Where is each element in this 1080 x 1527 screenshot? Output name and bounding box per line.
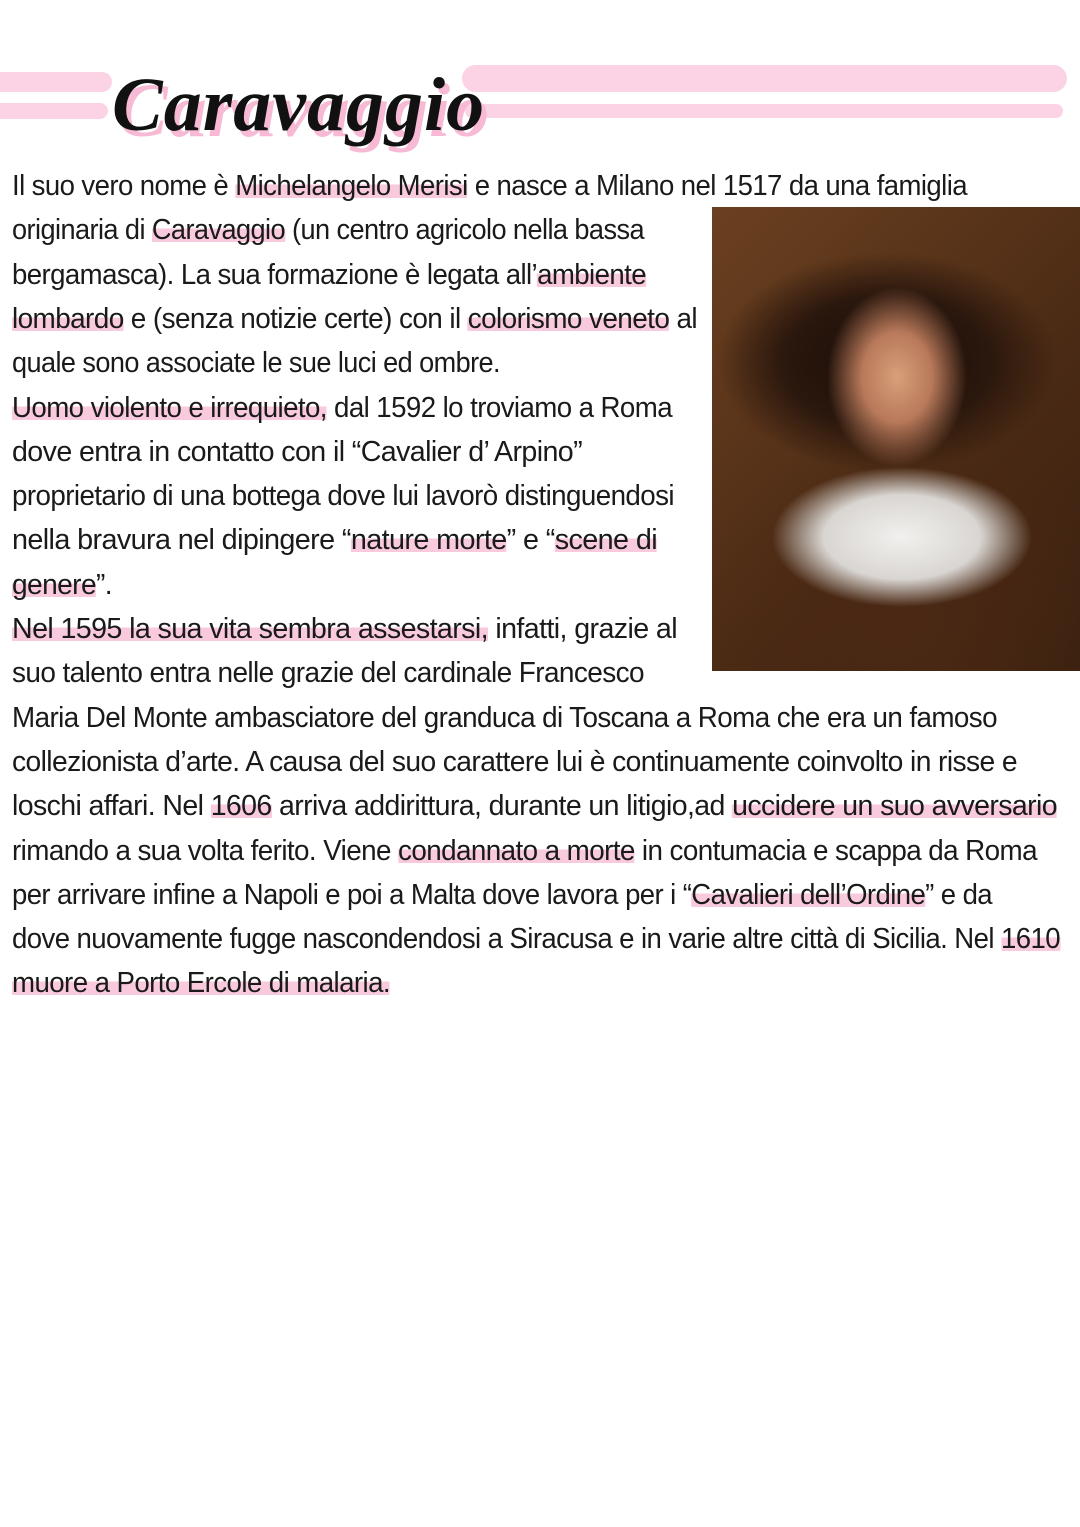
highlighted-text: Uomo violento e irrequieto, — [12, 391, 327, 424]
text-segment: collezionista d’arte. A causa del suo carattere lui è continuamente coinvolto in risse e — [12, 745, 1017, 778]
text-line — [12, 259, 646, 292]
caravaggio-portrait-image — [712, 207, 1080, 671]
text-segment: ”. — [96, 568, 112, 601]
text-segment: quale sono associate le sue luci ed ombre. — [12, 347, 500, 380]
text-line — [12, 746, 1017, 779]
highlighted-text: ambiente — [537, 258, 646, 291]
highlighted-text: Caravaggio — [151, 214, 286, 247]
text-segment: (un centro agricolo nella bassa — [285, 214, 644, 247]
highlighted-text: 1606 — [210, 790, 272, 823]
text-segment: loschi affari. Nel — [12, 790, 211, 823]
text-line — [12, 524, 657, 557]
text-segment: dove entra in contatto con il “Cavalier d’ Arpino” — [12, 435, 582, 468]
text-segment: in contumacia e scappa da Roma — [634, 834, 1037, 867]
text-segment: per arrivare infine a Napoli e poi a Malta dove lavora per i “ — [12, 878, 692, 911]
text-segment: bergamasca). La sua formazione è legata all’ — [12, 258, 538, 291]
text-segment: infatti, grazie al — [488, 613, 677, 645]
text-segment: nella bravura nel dipingere “ — [12, 524, 351, 557]
highlighted-text: uccidere un suo avversario — [732, 790, 1057, 823]
text-segment: ” e “ — [506, 524, 555, 557]
text-segment: arriva addirittura, durante un litigio,ad — [271, 790, 733, 823]
text-line — [12, 569, 112, 602]
text-line — [12, 303, 697, 336]
decorative-bar — [0, 103, 108, 119]
text-line — [12, 967, 390, 1000]
text-segment: e (senza notizie certe) con il — [123, 302, 468, 335]
highlighted-text: lombardo — [12, 302, 124, 335]
text-line — [12, 657, 644, 690]
text-line — [12, 170, 967, 203]
text-line — [12, 480, 674, 513]
text-segment: dal 1592 lo troviamo a Roma — [326, 391, 672, 424]
highlighted-text: Cavalieri dell’Ordine — [691, 878, 926, 911]
text-line — [12, 214, 644, 247]
text-segment: al — [669, 302, 697, 335]
text-line — [12, 702, 997, 735]
decorative-bar — [462, 65, 1067, 92]
text-line — [12, 392, 672, 425]
text-line — [12, 835, 1037, 868]
text-segment: rimando a sua volta ferito. Viene — [12, 834, 399, 867]
text-line — [12, 436, 582, 469]
highlighted-text: Michelangelo Merisi — [235, 170, 468, 202]
highlighted-text: Nel 1595 la sua vita sembra assestarsi, — [12, 613, 489, 645]
decorative-bar — [465, 104, 1063, 118]
text-segment: suo talento entra nelle grazie del cardinale Francesco — [12, 657, 644, 690]
text-line — [12, 613, 677, 646]
text-line — [12, 879, 992, 912]
highlighted-text: 1610 — [1000, 923, 1060, 956]
text-segment: originaria di — [12, 214, 152, 247]
text-line — [12, 923, 1060, 956]
text-line — [12, 790, 1057, 823]
highlighted-text: condannato a morte — [398, 834, 635, 867]
text-segment: ” e da — [925, 878, 992, 911]
highlighted-text: scene di — [554, 524, 658, 557]
text-segment: Maria Del Monte ambasciatore del granduca di Toscana a Roma che era un famoso — [12, 701, 997, 734]
highlighted-text: colorismo veneto — [467, 302, 670, 335]
decorative-bar — [0, 72, 112, 92]
text-segment: e nasce a Milano nel 1517 da una famiglia — [467, 170, 967, 202]
highlighted-text: nature morte — [350, 524, 507, 557]
highlighted-text: muore a Porto Ercole di malaria. — [12, 967, 390, 1000]
text-segment: dove nuovamente fugge nascondendosi a Siracusa e in varie altre città di Sicilia. Nel — [12, 923, 1001, 956]
text-line — [12, 347, 500, 380]
page-title: Caravaggio — [112, 63, 486, 147]
highlighted-text: genere — [12, 568, 97, 601]
text-segment: proprietario di una bottega dove lui lavorò distinguendosi — [12, 480, 674, 513]
text-segment: Il suo vero nome è — [12, 170, 236, 202]
